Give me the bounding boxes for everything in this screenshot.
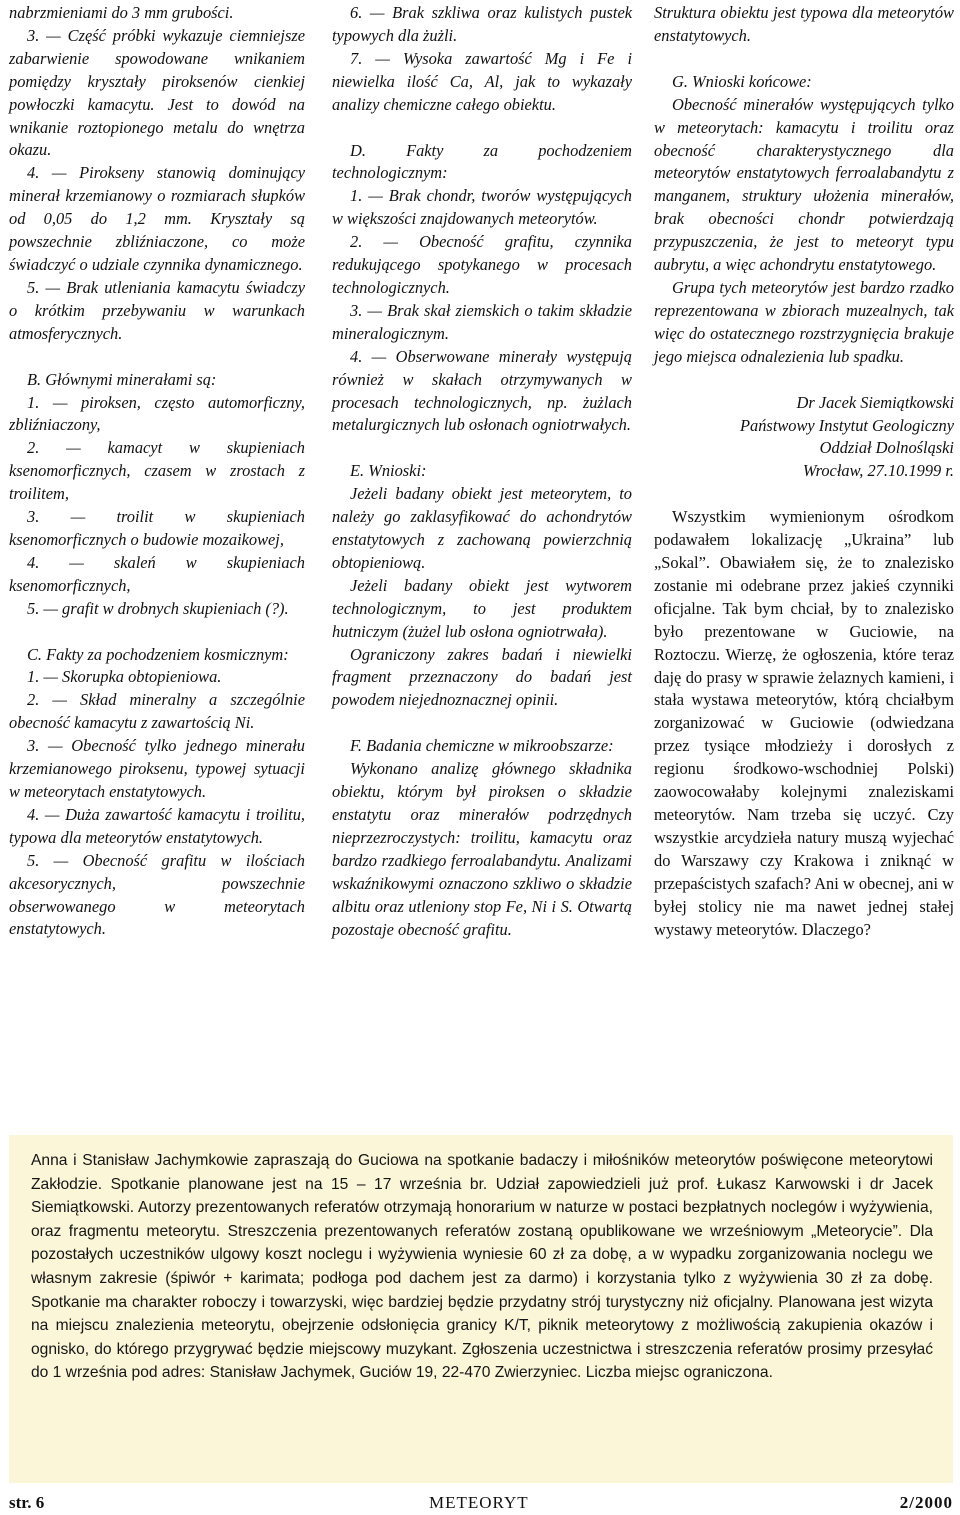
list-item: 3. — Brak skał ziemskich o takim składzie mineralogicznym. xyxy=(332,300,632,343)
paragraph: Jeżeli badany obiekt jest meteorytem, to należy go zaklasyfikować do achondrytów enstatytowych z zachowaną powierzchnią obtopieniową. xyxy=(332,484,632,572)
paragraph: Obecność minerałów występujących tylko w meteorytach: kamacytu i troilitu oraz obecność charakterystycznego dla meteorytów enstatytowych ferroalabandytu z manganem, struktury ułożenia minerałów, brak obecności chondr potwierdzają przypuszczenia, że jest to meteoryt typu aubrytu, a więc achondrytu enstatytowego. xyxy=(654,94,954,275)
signature-date: Wrocław, 27.10.1999 r. xyxy=(802,461,954,481)
column-left xyxy=(9,2,305,941)
list-item: 2. — Obecność grafitu, czynnika redukującego spotykanego w procesach technologicznych. xyxy=(332,232,632,297)
section-heading: B. Głównymi minerałami są: xyxy=(27,369,217,389)
author-name: Dr Jacek Siemiątkowski xyxy=(796,392,954,412)
paragraph: Wykonano analizę głównego składnika obiektu, którym był piroksen o składzie enstatytu oraz minerałów podrzędnych nieprzezroczystych: troilitu, kamacytu oraz bardzo rzadkiego ferroalabandytu. Analizami wskaźnikowymi oznaczono szkliwo o składzie albitu oraz utleniony stop Fe, Ni i S. Otwartą pozostaje obecność grafitu. xyxy=(332,759,632,939)
list-item: 3. — troilit w skupieniach ksenomorficznych o budowie mozaikowej, xyxy=(9,507,305,549)
list-item: 5. — Obecność grafitu w ilościach akcesorycznych, powszechnie obserwowanego w meteorytach enstatytowych. xyxy=(9,850,305,939)
list-item: 7. — Wysoka zawartość Mg i Fe i niewielka ilość Ca, Al, jak to wykazały analizy chemiczne całego obiektu. xyxy=(332,48,632,114)
announcement-text: Anna i Stanisław Jachymkowie zapraszają do Guciowa na spotkanie badaczy i miłośników meteorytów poświęcone meteorytowi Zakłodzie. Spotkanie planowane jest na 15 – 17 września br. Udział zapowiedzieli już prof. Łukasz Karwowski i dr Jacek Siemiątkowski. Autorzy prezentowanych referatów otrzymają honorarium w naturze w postaci bezpłatnych noclegów i wyżywienia, oraz fragmentu meteorytu. Streszczenia prezentowanych referatów zostaną opublikowane we wrześniowym „Meteorycie”. Dla pozostałych uczestników ulgowy koszt noclegu i wyżywienia wyniesie 60 zł za dobę, a w wypadku zorganizowania noclegu we własnym zakresie (śpiwór + karimata; podłoga pod dachem jest za darmo) i korzystania tylko z wyżywienia 30 zł za dobę. Spotkanie ma charakter roboczy i towarzyski, więc bardziej będzie przydatny strój turystyczny niż oficjalny. Planowana jest wizyta na miejscu znalezienia meteorytu, obejrzenie odsłonięcia granicy K/T, piknik meteorytowy z możliwością zakupienia okazów i ognisko, do którego przygrywać będzie miejscowy muzykant. Zgłoszenia uczestnictwa i streszczenia referatów prosimy przesyłać do 1 września pod adres: Stanisław Jachymek, Guciów 19, 22-470 Zwierzyniec. Liczba miejsc ograniczona. xyxy=(31,1152,933,1382)
section-heading: E. Wnioski: xyxy=(350,461,427,481)
paragraph: 3. — Część próbki wykazuje ciemniejsze zabarwienie spowodowane wnikaniem pomiędzy kryształy piroksenów cienkiej powłoczki kamacytu. Jest to dowód na wnikanie roztopionego metalu do wnętrza okazu. xyxy=(9,25,305,160)
section-heading: D. Fakty za pochodzeniem technologicznym: xyxy=(332,140,632,183)
section-heading: F. Badania chemiczne w mikroobszarze: xyxy=(350,736,614,756)
section-heading: C. Fakty za pochodzeniem kosmicznym: xyxy=(27,644,289,664)
issue-number: 2/2000 xyxy=(899,1493,953,1512)
page-footer xyxy=(9,1493,953,1515)
list-item: 5. — grafit w drobnych skupieniach (?). xyxy=(27,598,289,618)
paragraph: Wszystkim wymienionym ośrodkom podawałem lokalizację „Ukraina” lub „Sokal”. Obawiałem się, że to znalezisko zostanie mi odebrane przez jakieś czynniki oficjalne. Tak bym chciał, by to znalezisko było prezentowane w Guciowie, na Roztoczu. Wierzę, że ogłoszenia, które teraz daję do prasy w sprawie żelaznych kamieni, i stała wystawa meteorytów, którą chciałbym zorganizować w Guciowie (odwiedzana przez tysiące młodzieży i dorosłych z regionu środkowo-wschodniej Polski) zaowocowałaby kolejnymi znaleziskami meteorytów. Nam trzeba się uczyć. Czy wszystkie arcydzieła natury muszą wyjechać do Warszawy czy Krakowa i zniknąć w przepaścistych szafach? Ani w obecnej, ani w byłej stolicy nie ma nawet jednej stałej wystawy meteorytów. Dlaczego? xyxy=(654,507,954,939)
list-item: 3. — Obecność tylko jednego minerału krzemianowego piroksenu, typowej sytuacji w meteorytach enstatytowych. xyxy=(9,736,305,801)
list-item: 1. — piroksen, często automorficzny, zbliźniaczony, xyxy=(9,392,305,435)
paragraph: Jeżeli badany obiekt jest wytworem technologicznym, to jest produktem hutniczym (żużel lub osłona ogniotrwała). xyxy=(332,575,632,641)
paragraph: Struktura obiektu jest typowa dla meteorytów enstatytowych. xyxy=(654,3,954,45)
page-number: str. 6 xyxy=(9,1493,45,1512)
announcement-box xyxy=(9,1135,953,1483)
list-item: 4. — skaleń w skupieniach ksenomorficznych, xyxy=(9,552,305,595)
paragraph: nabrzmieniami do 3 mm grubości. xyxy=(9,3,234,22)
column-middle xyxy=(332,2,632,941)
magazine-name: METEORYT xyxy=(429,1493,529,1512)
section-heading: G. Wnioski końcowe: xyxy=(672,71,812,91)
list-item: 1. — Skorupka obtopieniowa. xyxy=(27,667,222,687)
list-item: 6. — Brak szkliwa oraz kulistych pustek typowych dla żużli. xyxy=(332,3,632,45)
paragraph: Ograniczony zakres badań i niewielki fragment przeznaczony do badań jest powodem niejednoznacznej opinii. xyxy=(332,644,632,710)
paragraph: 4. — Pirokseny stanowią dominujący minerał krzemianowy o rozmiarach słupków od 0,05 do 1,2 mm. Kryształy są powszechnie zbliźniaczone, co może świadczyć o udziale czynnika dynamicznego. xyxy=(9,163,305,274)
list-item: 4. — Duża zawartość kamacytu i troilitu, typowa dla meteorytów enstatytowych. xyxy=(9,804,305,847)
paragraph: 5. — Brak utleniania kamacytu świadczy o krótkim przebywaniu w warunkach atmosferycznych. xyxy=(9,277,305,343)
list-item: 2. — kamacyt w skupieniach ksenomorficznych, czasem w zrostach z troilitem, xyxy=(9,438,305,504)
list-item: 2. — Skład mineralny a szczególnie obecność kamacytu z zawartością Ni. xyxy=(9,690,305,733)
author-department: Oddział Dolnośląski xyxy=(819,438,954,458)
column-right xyxy=(654,2,954,941)
list-item: 1. — Brak chondr, tworów występujących w większości znajdowanych meteorytów. xyxy=(332,186,632,229)
list-item: 4. — Obserwowane minerały występują również w skałach otrzymywanych w procesach technologicznych, np. żużlach metalurgicznych lub osłonach ogniotrwałych. xyxy=(332,346,632,435)
author-institution: Państwowy Instytut Geologiczny xyxy=(740,415,954,435)
paragraph: Grupa tych meteorytów jest bardzo rzadko reprezentowana w zbiorach muzealnych, tak więc do ostatecznego rozstrzygnięcia brakuje jego miejsca odnalezienia lub spadku. xyxy=(654,277,954,366)
